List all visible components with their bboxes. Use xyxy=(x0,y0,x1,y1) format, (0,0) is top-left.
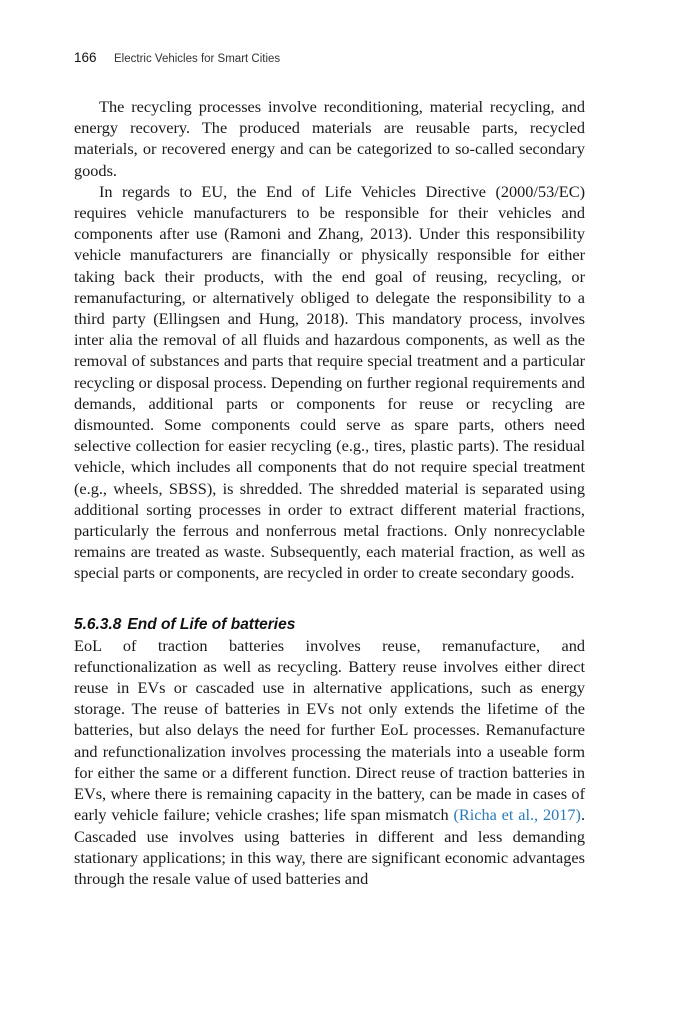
page-number: 166 xyxy=(74,50,97,65)
section-title: End of Life of batteries xyxy=(127,615,296,633)
citation-link-richa-2017[interactable]: (Richa et al., 2017) xyxy=(453,805,581,825)
paragraph-battery-eol xyxy=(74,635,585,889)
running-header xyxy=(74,50,280,65)
battery-eol-text-part-2: . Cascaded use involves using batteries in different and less demanding stationary applications; in this way, there are significant economic advantages through the resale value of used batteries and xyxy=(74,805,586,888)
main-text xyxy=(74,96,585,889)
section-number: 5.6.3.8 xyxy=(74,615,122,633)
book-title: Electric Vehicles for Smart Cities xyxy=(114,53,281,65)
section-heading xyxy=(74,614,585,635)
paragraph-recycling-processes: The recycling processes involve reconditioning, material recycling, and energy recovery. The produced materials are reusable parts, recycled materials, or recovered energy and can be categorized to so-called secondary goods. xyxy=(74,97,585,180)
paragraph-eu-directive: In regards to EU, the End of Life Vehicles Directive (2000/53/EC) requires vehicle manufacturers to be responsible for their vehicles and components after use (Ramoni and Zhang, 2013). Under this responsibility vehicle manufacturers are financially or physically responsible for either taking back their products, with the end goal of reusing, recycling, or remanufacturing, or alternatively obliged to delegate the responsibility to a third party (Ellingsen and Hung, 2018). This mandatory process, involves inter alia the removal of all fluids and hazardous components, as well as the removal of substances and parts that require special treatment and a particular recycling or disposal process. Depending on further regional requirements and demands, additional parts or components for reuse or recycling are dismounted. Some components could serve as spare parts, others need selective collection for easier recycling (e.g., tires, plastic parts). The residual vehicle, which includes all components that do not require special treatment (e.g., wheels, SBSS), is shredded. The shredded material is separated using additional sorting processes in order to extract different material fractions, particularly the ferrous and nonferrous metal fractions. Only nonrecyclable remains are treated as waste. Subsequently, each material fraction, as well as special parts or components, are recycled in order to create secondary goods. xyxy=(74,181,585,583)
battery-eol-text-part-1: EoL of traction batteries involves reuse, remanufacture, and refunctionalization as well as recycling. Battery reuse involves either direct reuse in EVs or cascaded use in alternative applications, such as energy storage. The reuse of batteries in EVs not only extends the lifetime of the batteries, but also delays the need for further EoL processes. Remanufacture and refunctionalization involves processing the materials into a useable form for either the same or a different function. Direct reuse of traction batteries in EVs, where there is remaining capacity in the battery, can be made in cases of early vehicle failure; vehicle crashes; life span mismatch xyxy=(74,635,585,825)
